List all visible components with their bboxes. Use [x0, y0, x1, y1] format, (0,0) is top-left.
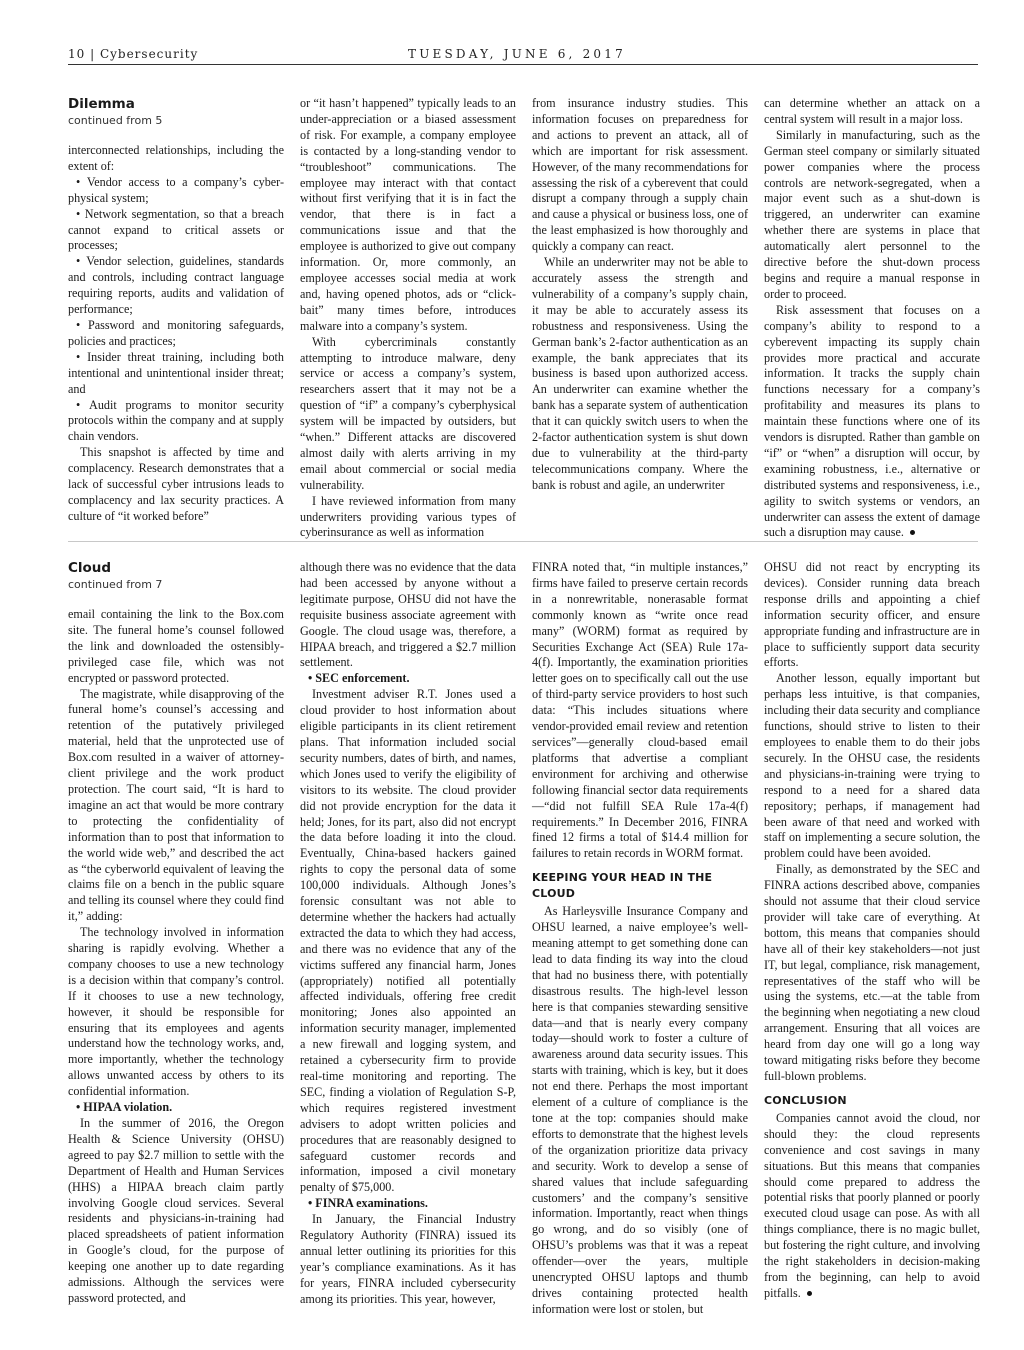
paragraph: Finally, as demonstrated by the SEC and FINRA actions described above, companies should not assume that their cloud service provider will take care of everything. At bottom, this means that companies should have all of their key stakeholders—not just IT, but legal, compliance, risk management, representatives of the staff who will be using the systems, etc.—at the table from the beginning when negotiating a new cloud arrangement. Ensuring that all voices are heard from day one will go a long way toward mitigating risks before they become full-blown problems. [764, 862, 980, 1083]
cloud-column-4 [764, 560, 980, 1300]
paragraph: email containing the link to the Box.com site. The funeral home’s counsel followed the link and downloaded the ostensibly-privileged case file, which was not encrypted or password protected. [68, 607, 284, 685]
paragraph [764, 303, 980, 542]
dilemma-story [68, 96, 980, 540]
dilemma-column-2 [300, 96, 516, 540]
dilemma-column-4 [764, 96, 980, 540]
paragraph: In January, the Financial Industry Regulatory Authority (FINRA) issued its annual letter outlining its priorities for this year’s compliance examinations. As it has for years, FINRA included cybersecurity among its priorities. This year, however, [300, 1212, 516, 1306]
story-divider [68, 541, 978, 542]
jump-line: continued from 5 [68, 114, 163, 127]
paragraph: While an underwriter may not be able to accurately assess the strength and vulnerability of a company’s supply chain, it may be able to accurately assess its robustness and responsiveness. Using the German bank’s 2-factor authentication as an example, the bank appreciates that its business is based upon authorized access. An underwriter can examine whether the bank has a separate system of authentication that it can quickly switch users to when the 2-factor authentication system is shut down due to vulnerability at the third-party telecommunications company. Where the bank is robust and agile, an underwriter [532, 255, 748, 492]
bullet-item: • Insider threat training, including both intentional and unintentional insider threat; and [68, 350, 284, 398]
story-title: Dilemma [68, 96, 135, 112]
paragraph: I have reviewed information from many underwriters providing various types of cyberinsurance as well as information [300, 493, 516, 540]
paragraph: As Harleysville Insurance Company and OHSU learned, a naive employee’s well-meaning attempt to get something done can lead to data finding its way into the cloud that had no business there, with potentially disastrous results. The high-level lesson here is that companies stewarding sensitive data—and that is nearly every company today—should work to foster a culture of awareness around data security issues. This starts with training, which is key, but it does not end there. Perhaps the most important element of a culture of compliance is the tone at the top: companies should make efforts to demonstrate that the highest levels of the organization prioritize data privacy and security. Work to develop a sense of shared values that include safeguarding customers’ and the company’s sensitive information. Importantly, react when things go wrong, and do so visibly (one of OHSU’s problems was that it was a repeat offender—over the years, multiple unencrypted OHSU laptops and thumb drives containing protected health information were lost or stolen, but [532, 904, 748, 1316]
subhead: • HIPAA violation. [68, 1100, 284, 1116]
paragraph: or “it hasn’t happened” typically leads to an under-appreciation or a biased assessment of risk. For example, a company employee is contacted by a long-standing vendor to “troubleshoot” communications. The employee may interact with that contact without first verifying that it is in fact the vendor, that there is in fact a communications issue and that the employee is authorized to give out company information. Or, more commonly, an employee accesses social media at work and, having opened photos, ads or “click-bait” many times before, introduces malware into a company’s system. [300, 96, 516, 333]
page-folio: 10 | Cybersecurity [68, 47, 199, 61]
paragraph: from insurance industry studies. This information focuses on preparedness for and actions to prevent an attack, all of which are important for risk assessment. However, of the many recommendations for assessing the risk of a cyberevent that could disrupt a company through a supply chain and cause a physical or business loss, one of the least emphasized is how thoroughly and quickly a company can react. [532, 96, 748, 254]
subhead: • SEC enforcement. [300, 671, 516, 687]
cloud-column-2 [300, 560, 516, 1306]
paragraph: This snapshot is affected by time and complacency. Research demonstrates that a lack of successful cyber intrusions leads to complacency and lax security practices. A culture of “it worked before” [68, 445, 284, 523]
paragraph-text: Risk assessment that focuses on a company’s ability to respond to a cyberevent impacting its supply chain provides more practical and accurate information. It tracks the supply chain functions necessary for a company’s profitability and measures its plans to maintain these functions where one of its vendors is disrupted. Rather than gamble on “if” or “when” a disruption will occur, by examining robustness, i.e., alternative or distributed systems and responsiveness, i.e., agility to switch systems or vendors, an underwriter can assess the extent of damage such a disruption may cause. [764, 302, 980, 540]
running-head [68, 44, 978, 64]
paragraph: With cybercriminals constantly attempting to introduce malware, deny service or access a company’s system, researchers assert that it may not be a question of “if” a company’s cyberphysical system will be impacted by outsiders, but “when.” Different attacks are discovered almost daily with alerts arriving in my email about commercial or social media vulnerability. [300, 334, 516, 492]
bullet-item: • Password and monitoring safeguards, policies and practices; [68, 318, 284, 350]
bullet-item: • Audit programs to monitor security protocols within the company and at supply chain vendors. [68, 398, 284, 446]
section-heading: CONCLUSION [764, 1093, 847, 1107]
issue-date: TUESDAY, JUNE 6, 2017 [408, 47, 626, 61]
jump-line: continued from 7 [68, 578, 163, 591]
block-quote: The technology involved in information sharing is rapidly evolving. Whether a company chooses to use a new technology is a decision within that company’s control. If it chooses to use a new technology, however, it should be responsible for ensuring that its employees and agents understand how the technology works, and, more importantly, whether the technology allows unwanted access by others to its confidential information. [68, 925, 284, 1099]
dilemma-column-1 [68, 96, 284, 526]
paragraph: Investment adviser R.T. Jones used a cloud provider to host information about eligible participants in its client retirement plans. That information included social security numbers, dates of birth, and names, which Jones used to verify the eligibility of visitors to its website. The cloud provider did not provide encryption for the data it held; Jones, for its part, also did not encrypt the data before loading it into the cloud. Eventually, China-based hackers gained rights to copy the personal data of some 100,000 individuals. Although Jones’s forensic consultant was not able to determine whether the hackers had actually extracted the data to which they had access, and there was no evidence that any of the victims suffered any financial harm, Jones (appropriately) notified all potentially affected individuals, offering free credit monitoring; Jones also appointed an information security manager, implemented a new firewall and logging system, and retained a cybersecurity firm to provide real-time monitoring and reporting. The SEC, finding a violation of Regulation S-P, which requires registered investment advisers to adopt written policies and procedures that are reasonably designed to safeguard customer records and information, imposed a civil monetary penalty of $75,000. [300, 687, 516, 1195]
subhead: • FINRA examinations. [300, 1196, 516, 1212]
paragraph-text: Companies cannot avoid the cloud, nor should they: the cloud represents convenience and cost savings in many situations. But this means that companies should come prepared to address the potential risks that poorly planned or poorly executed cloud usage can pose. As with all things compliance, there is no magic bullet, but fostering the right culture, and involving the right stakeholders in decision-making from the beginning, can help to avoid pitfalls. [764, 1110, 980, 1300]
dilemma-column-3 [532, 96, 748, 526]
paragraph: The magistrate, while disapproving of the funeral home’s counsel’s accessing and retention of the putatively privileged material, held that the unprotected use of Box.com resulted in a waiver of attorney-client privilege and the work product protection. The court said, “It is hard to imagine an act that would be more contrary to protecting the confidentiality of information than to post that information to the world wide web,” and described the act as “the cyberworld equivalent of leaving the claims file on a bench in the public square and telling its counsel where they could find it,” adding: [68, 686, 284, 924]
cloud-story [68, 560, 980, 1316]
bullet-item: • Vendor selection, guidelines, standards and controls, including contract language requiring reports, audits and validation of performance; [68, 254, 284, 318]
bullet-item: • Network segmentation, so that a breach cannot expand to critical assets or processes; [68, 207, 284, 255]
header-rule [68, 64, 978, 65]
paragraph: interconnected relationships, including the extent of: [68, 143, 284, 173]
paragraph: although there was no evidence that the data had been accessed by anyone without a legitimate purpose, OHSU did not have the requisite business associate agreement with Google. The cloud usage was, therefore, a HIPAA breach, and triggered a $2.7 million settlement. [300, 560, 516, 670]
paragraph [764, 1111, 980, 1302]
paragraph: can determine whether an attack on a central system will result in a major loss. [764, 96, 980, 126]
section-heading: KEEPING YOUR HEAD IN THE CLOUD [532, 871, 713, 901]
cloud-column-3 [532, 560, 748, 1316]
paragraph: FINRA noted that, “in multiple instances,” firms have failed to preserve certain records in a nonrewritable, nonerasable format commonly known as “write once read many” (WORM) format as required by Securities Exchange Act (SEA) Rule 17a-4(f). Importantly, the examination priorities letter goes on to specifically call out the use of third-party service providers to host such data: “This includes situations where vendor-provided email review and retention services”—generally cloud-based email platforms that advertise a compliant environment for archiving and otherwise following financial sector data requirements—“did not fulfill SEA Rule 17a-4(f) requirements.” In December 2016, FINRA fined 12 firms a total of $14.4 million for failures to retain records in WORM format. [532, 560, 748, 861]
bullet-item: • Vendor access to a company’s cyber-physical system; [68, 175, 284, 207]
paragraph: Another lesson, equally important but perhaps less intuitive, is that companies, including their data security and compliance functions, should strive to listen to their employees to enable them to do their jobs securely. In the OHSU case, the residents and physicians-in-training were trying to respond to a need for a shared data repository; perhaps, if management had been aware of that need and worked with staff on implementing a secure solution, the problem could have been avoided. [764, 671, 980, 861]
end-of-story-mark [807, 1291, 812, 1296]
paragraph: Similarly in manufacturing, such as the German steel company or similarly situated power companies where the process controls are network-segregated, when a major event such as a shut-down is triggered, an underwriter can examine whether there are systems in place that automatically alert personnel to the directive before the shut-down process begins and require a manual response in order to proceed. [764, 127, 980, 301]
end-of-story-mark [910, 530, 915, 535]
story-title: Cloud [68, 560, 112, 576]
cloud-column-1 [68, 560, 284, 1305]
paragraph: In the summer of 2016, the Oregon Health & Science University (OHSU) agreed to pay $2.7 million to settle with the Department of Health and Human Services (HHS) a HIPAA breach claim partly involving Google cloud services. Several residents and physicians-in-training had placed spreadsheets of patient information in Google’s cloud, for the purpose of keeping one another up to date regarding admissions. Although the services were password protected, and [68, 1116, 284, 1305]
paragraph: OHSU did not react by encrypting its devices). Consider running data breach response drills and appointing a chief information security officer, and ensure appropriate funding and infrastructure are in place to sufficiently support data security efforts. [764, 560, 980, 670]
